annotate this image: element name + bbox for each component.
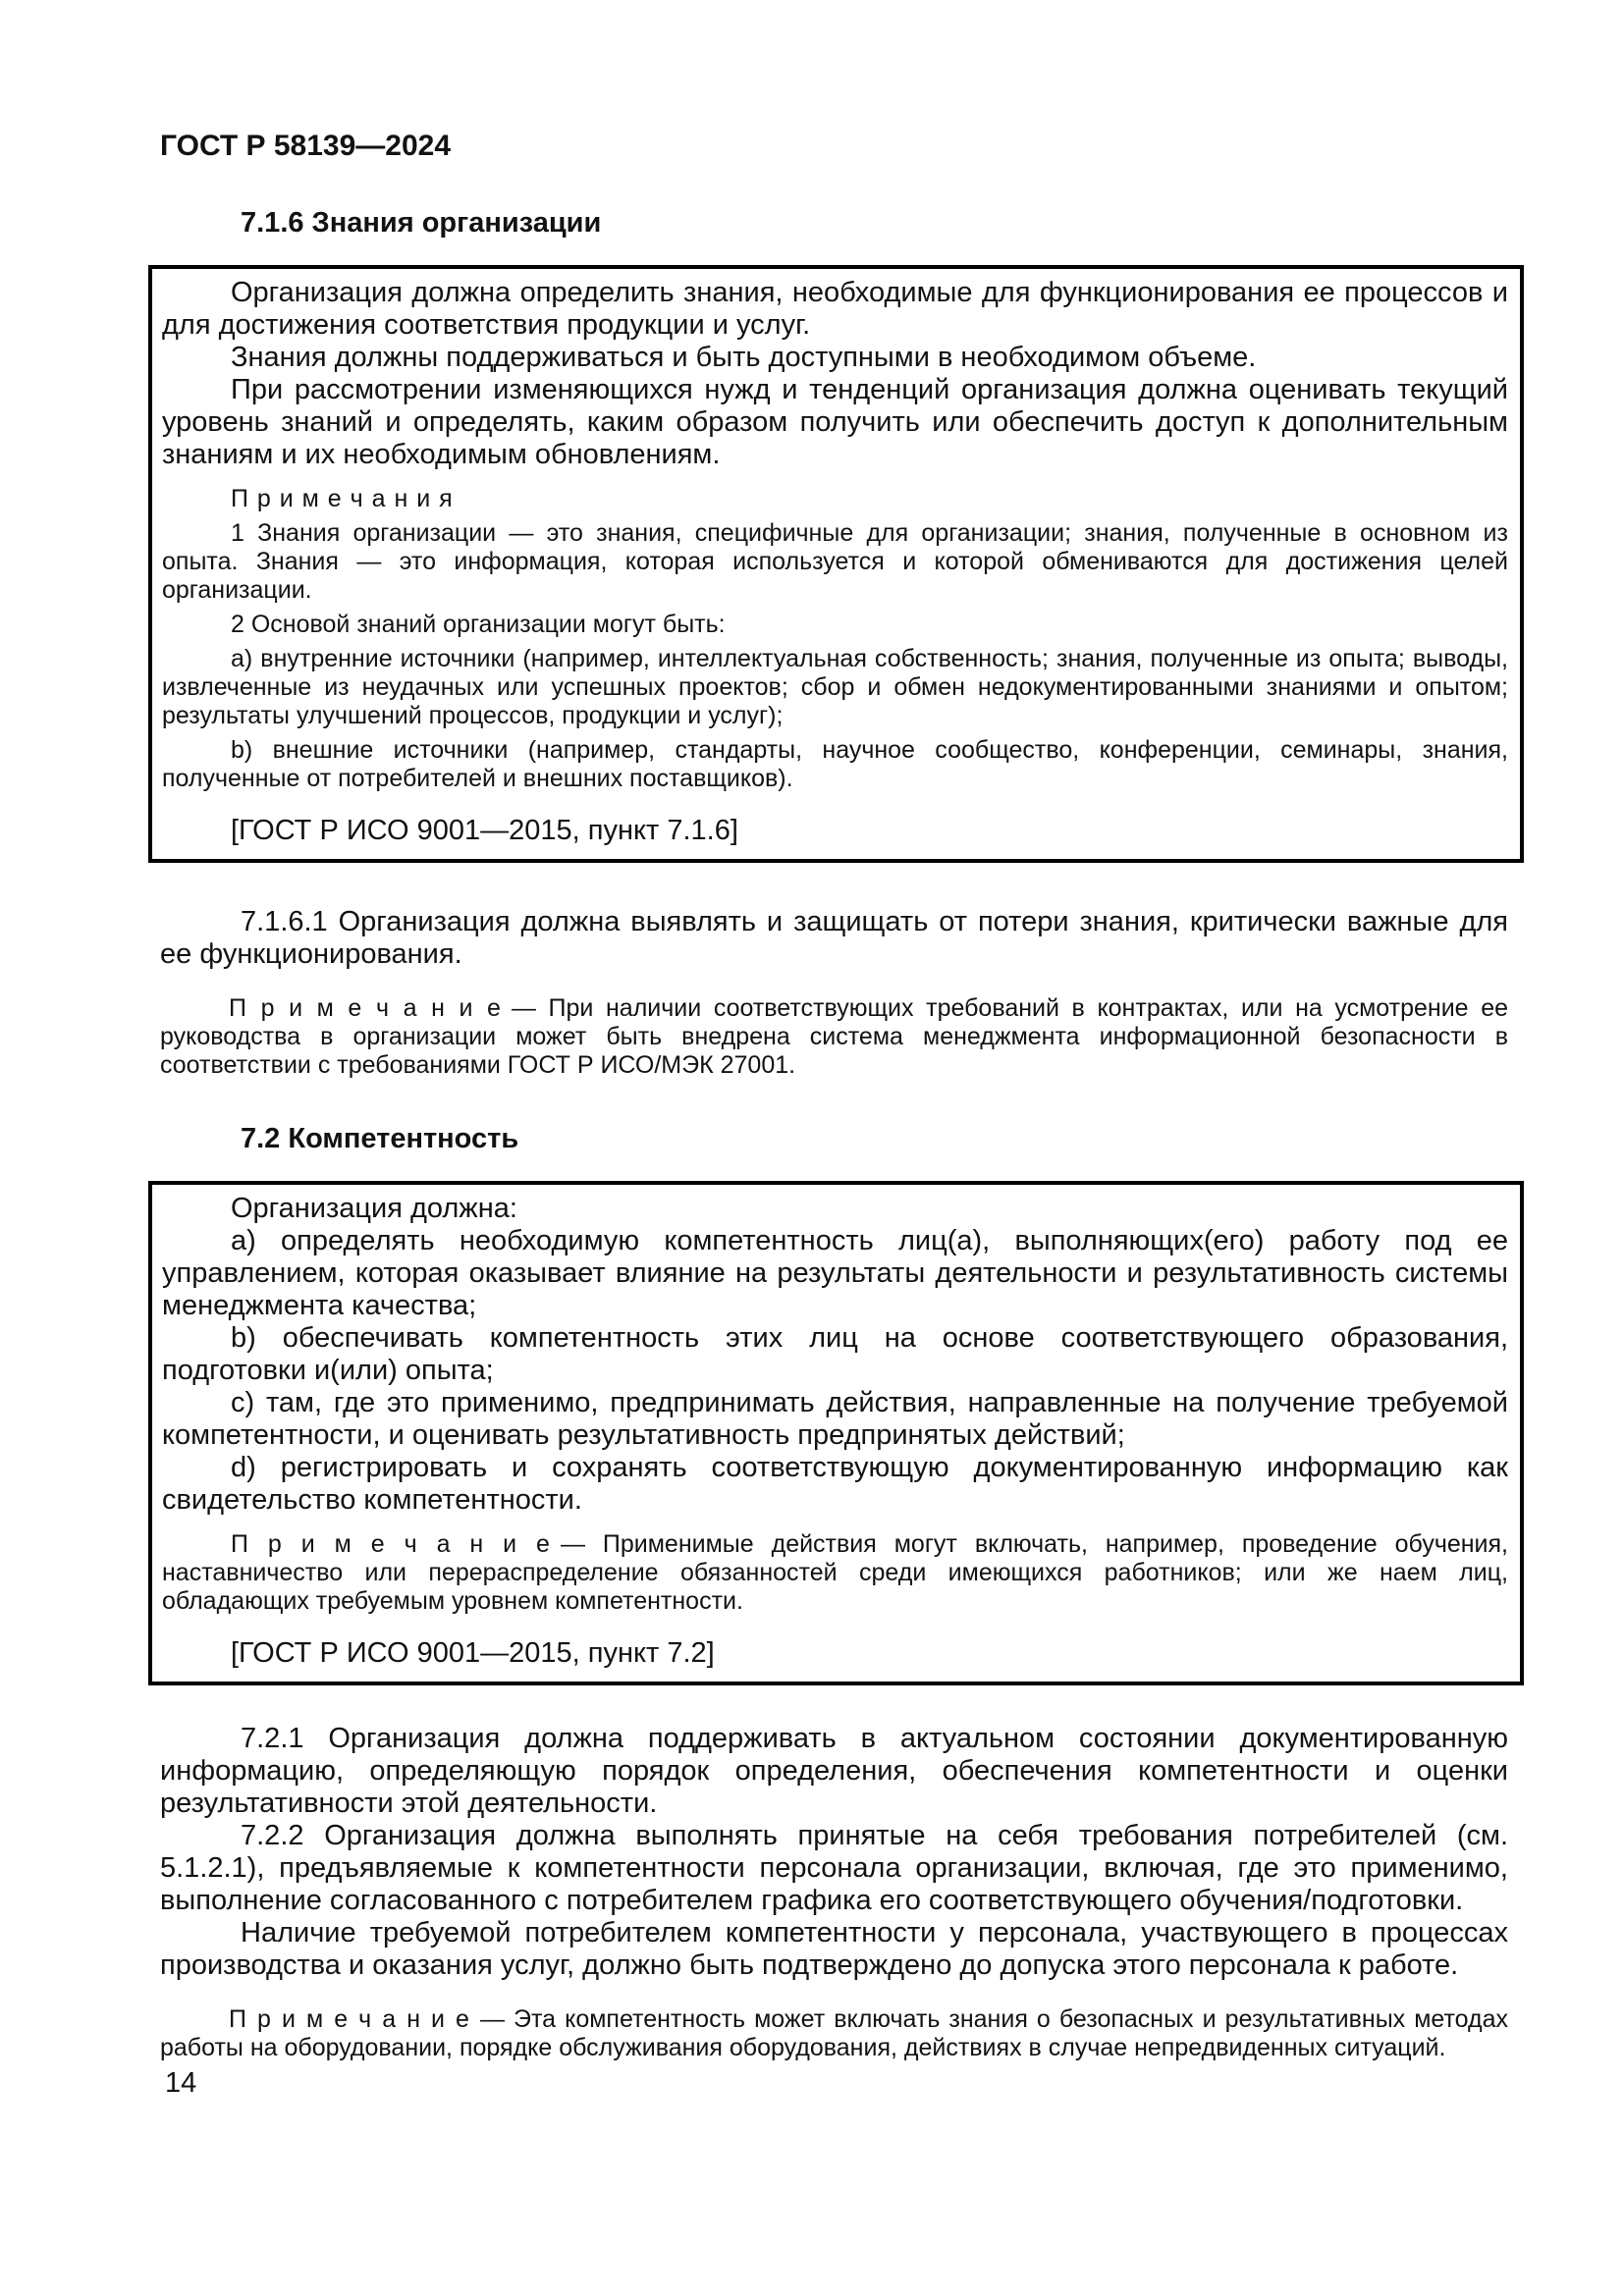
notes-label: П р и м е ч а н и я	[231, 485, 454, 512]
document-header: ГОСТ Р 58139—2024	[160, 130, 452, 162]
quote-paragraph: a) определять необходимую компетентность лиц(а), выполняющих(его) работу под ее управлением, которая оказывает влияние на результаты деятельности и результативность системы менеджмента качества;	[162, 1225, 1508, 1321]
clause-7-2-1: 7.2.1 Организация должна поддерживать в актуальном состоянии документированную информацию, определяющую порядок определения, обеспечения компетентности и оценки результативности этой деятельности.	[160, 1723, 1508, 1819]
clause-7-2-2-continued: Наличие требуемой потребителем компетентности у персонала, участвующего в процессах производства и оказания услуг, должно быть подтверждено до допуска этого персонала к работе.	[160, 1917, 1508, 1981]
quote-paragraph: b) обеспечивать компетентность этих лиц на основе соответствующего образования, подготовки и(или) опыта;	[162, 1322, 1508, 1386]
page-number: 14	[165, 2067, 197, 2099]
note-7-2: П р и м е ч а н и е — Применимые действия могут включать, например, проведение обучения, наставничество или перераспределение обязанностей среди имеющихся работников; или же наем лиц, обладающих требуемым уровнем компетентности.	[162, 1530, 1508, 1615]
clause-7-1-6-1: 7.1.6.1 Организация должна выявлять и защищать от потери знания, критически важные для ее функционирования.	[160, 906, 1508, 970]
note-7-2-2: П р и м е ч а н и е — Эта компетентность может включать знания о безопасных и результативных методах работы на оборудовании, порядке обслуживания оборудования, действиях в случае непредвиденных ситуаций.	[160, 2005, 1508, 2061]
note-item: a) внутренние источники (например, интеллектуальная собственность; знания, полученные из опыта; выводы, извлеченные из неудачных или успешных проектов; сбор и обмен недокументированными знаниями и опытом; результаты улучшений процессов, продукции и услуг);	[162, 645, 1508, 729]
quote-paragraph: Организация должна определить знания, необходимые для функционирования ее процессов и для достижения соответствия продукции и услуг.	[162, 277, 1508, 341]
note-7-1-6-1: П р и м е ч а н и е — При наличии соответствующих требований в контрактах, или на усмотрение ее руководства в организации может быть внедрена система менеджмента информационной безопасности в соответствии с требованиями ГОСТ Р ИСО/МЭК 27001.	[160, 994, 1508, 1079]
quote-box-7-2	[148, 1181, 1524, 1685]
section-7-2-heading: 7.2 Компетентность	[241, 1123, 519, 1154]
source-reference: [ГОСТ Р ИСО 9001—2015, пункт 7.2]	[231, 1637, 715, 1669]
note-item: b) внешние источники (например, стандарты, научное сообщество, конференции, семинары, знания, полученные от потребителей и внешних поставщиков).	[162, 736, 1508, 792]
clause-7-2-2: 7.2.2 Организация должна выполнять принятые на себя требования потребителей (см. 5.1.2.1), предъявляемые к компетентности персонала организации, включая, где это применимо, выполнение согласованного с потребителем графика его соответствующего обучения/подготовки.	[160, 1820, 1508, 1916]
quote-paragraph: Знания должны поддерживаться и быть доступными в необходимом объеме.	[231, 342, 1257, 373]
source-reference: [ГОСТ Р ИСО 9001—2015, пункт 7.1.6]	[231, 815, 738, 846]
quote-box-7-1-6	[148, 265, 1524, 863]
note-item: 2 Основой знаний организации могут быть:	[231, 611, 726, 638]
section-7-1-6-heading: 7.1.6 Знания организации	[241, 207, 602, 239]
note-item: 1 Знания организации — это знания, специфичные для организации; знания, полученные в основном из опыта. Знания — это информация, которая используется и которой обмениваются для достижения целей организации.	[162, 519, 1508, 604]
quote-paragraph: Организация должна:	[231, 1193, 517, 1224]
quote-paragraph: d) регистрировать и сохранять соответствующую документированную информацию как свидетельство компетентности.	[162, 1452, 1508, 1516]
quote-paragraph: При рассмотрении изменяющихся нужд и тенденций организация должна оценивать текущий уровень знаний и определять, каким образом получить или обеспечить доступ к дополнительным знаниям и их необходимым обновлениям.	[162, 374, 1508, 470]
quote-paragraph: c) там, где это применимо, предпринимать действия, направленные на получение требуемой компетентности, и оценивать результативность предпринятых действий;	[162, 1387, 1508, 1451]
